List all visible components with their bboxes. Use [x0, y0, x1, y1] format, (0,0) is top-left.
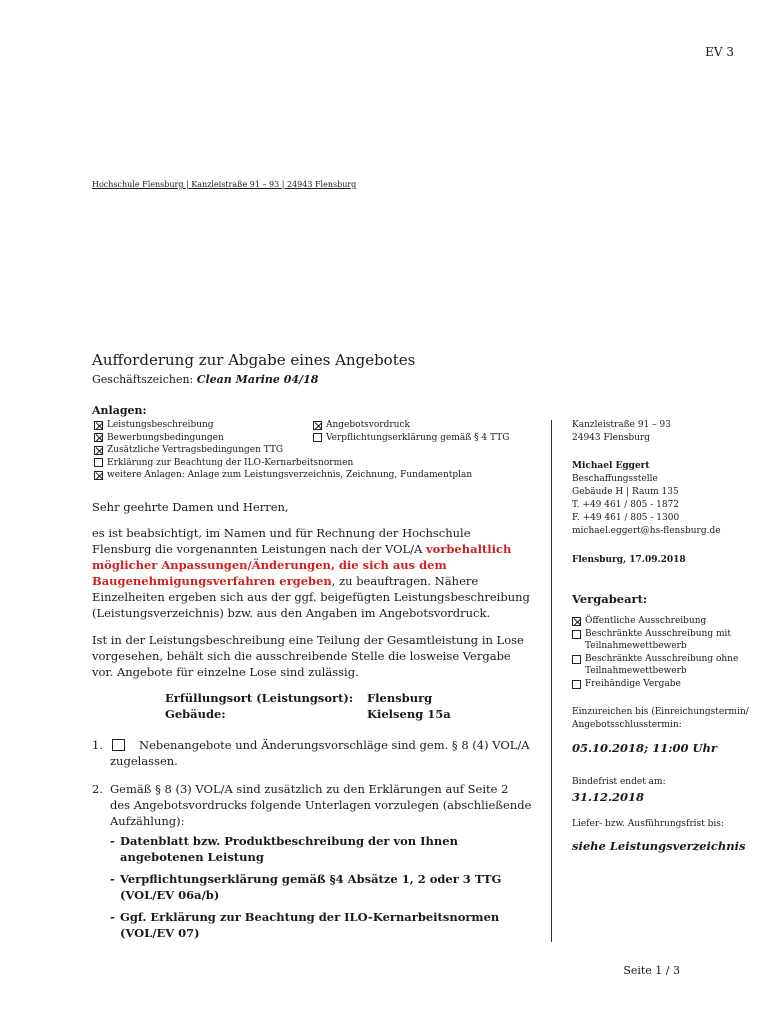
- attachments-heading: Anlagen:: [92, 404, 147, 417]
- document-date: Flensburg, 17.09.2018: [572, 555, 686, 565]
- checkbox-unchecked[interactable]: [313, 433, 322, 442]
- checkbox-checked[interactable]: [572, 617, 581, 626]
- attachment-item: [313, 419, 509, 432]
- required-document-item: - Verpflichtungserklärung gemäß §4 Absätze 1, 2 oder 3 TTG (VOL/EV 06a/b): [110, 871, 532, 903]
- attachment-label: weitere Anlagen: Anlage zum Leistungsverzeichnis, Zeichnung, Fundamentplan: [107, 470, 473, 481]
- award-type-option: [572, 653, 757, 678]
- attachments-right-column: [313, 419, 509, 444]
- checkbox-checked[interactable]: [94, 433, 103, 442]
- address-line: 24943 Flensburg: [572, 433, 650, 443]
- attachment-label: Angebotsvordruck: [326, 420, 410, 431]
- subject-label: Geschäftszeichen:: [92, 373, 197, 386]
- side-offers-checkbox[interactable]: [112, 739, 125, 751]
- sender-line: Hochschule Flensburg | Kanzleistraße 91 – 93 | 24943 Flensburg: [92, 180, 357, 189]
- checkbox-checked[interactable]: [313, 421, 322, 430]
- contact-name: Michael Eggert: [572, 461, 650, 471]
- checkbox-unchecked[interactable]: [572, 655, 581, 664]
- place-value: Flensburg: [367, 691, 433, 705]
- page-title: Aufforderung zur Abgabe eines Angebotes: [92, 351, 416, 369]
- sidebar-divider: [551, 420, 552, 942]
- list-item-content: [110, 781, 532, 947]
- checkbox-checked[interactable]: [94, 421, 103, 430]
- list-item: [92, 781, 532, 947]
- list-item-text: Gemäß § 8 (3) VOL/A sind zusätzlich zu den Erklärungen auf Seite 2 des Angebotsvordrucks folgende Unterlagen vorzulegen (abschließende Aufzählung):: [110, 782, 532, 828]
- award-type-option: [572, 678, 757, 691]
- award-type-label: Freihändige Vergabe: [585, 678, 681, 689]
- subject-line: [92, 373, 318, 386]
- attachment-item: [94, 432, 224, 445]
- required-document-item: - Ggf. Erklärung zur Beachtung der ILO-Kernarbeitsnormen (VOL/EV 07): [110, 909, 532, 941]
- checkbox-checked[interactable]: [94, 446, 103, 455]
- attachment-item: [94, 469, 472, 482]
- award-type-heading: Vergabeart:: [572, 592, 648, 606]
- document-code: EV 3: [705, 45, 734, 59]
- sidebar-contact: [572, 460, 721, 538]
- required-document-text: Ggf. Erklärung zur Beachtung der ILO-Kernarbeitsnormen (VOL/EV 07): [120, 910, 500, 940]
- award-type-option: [572, 628, 757, 653]
- checkbox-unchecked[interactable]: [572, 630, 581, 639]
- paragraph-intro-start: es ist beabsichtigt, im Namen und für Rechnung der Hochschule Flensburg die vorgenannten Leistungen nach der VOL/A: [92, 526, 471, 556]
- attachment-item: [94, 419, 224, 432]
- delivery-deadline-value: siehe Leistungsverzeichnis: [572, 839, 746, 853]
- paragraph-intro-end: , zu beauftragen. Nähere Einzelheiten ergeben sich aus der ggf. beigefügten Leistungsbeschreibung (Leistungsverzeichnis) bzw. aus den Angaben im Angebotsvordruck.: [92, 574, 530, 620]
- list-number: 2.: [92, 782, 103, 796]
- award-type-label: Beschränkte Ausschreibung mit Teilnahmewettbewerb: [585, 628, 731, 651]
- attachment-item: [313, 432, 509, 445]
- attachments-left-column: [94, 419, 224, 444]
- salutation: Sehr geehrte Damen und Herren,: [92, 500, 289, 514]
- list-item-text: Nebenangebote und Änderungsvorschläge sind gem. § 8 (4) VOL/A zugelassen.: [110, 738, 530, 768]
- attachment-label: Leistungsbeschreibung: [107, 420, 214, 431]
- submission-deadline-label: Einzureichen bis (Einreichungstermin/ Angebotsschlusstermin:: [572, 707, 749, 730]
- contact-phone: T. +49 461 / 805 - 1872: [572, 500, 680, 510]
- attachment-item: [94, 444, 472, 457]
- sidebar-address: [572, 419, 671, 445]
- required-documents-list: [110, 833, 532, 941]
- binding-period-label: Bindefrist endet am:: [572, 777, 666, 787]
- attachment-label: Zusätzliche Vertragsbedingungen TTG: [107, 445, 284, 456]
- attachments-full-width: [94, 444, 472, 482]
- delivery-deadline-label: Liefer- bzw. Ausführungsfrist bis:: [572, 819, 724, 829]
- required-document-text: Verpflichtungserklärung gemäß §4 Absätze 1, 2 oder 3 TTG (VOL/EV 06a/b): [120, 872, 502, 902]
- list-item: [92, 737, 532, 769]
- binding-period-value: 31.12.2018: [572, 790, 645, 804]
- required-document-text: Datenblatt bzw. Produktbeschreibung der von Ihnen angebotenen Leistung: [120, 834, 458, 864]
- contact-email[interactable]: michael.eggert@hs-flensburg.de: [572, 526, 721, 536]
- building-value: Kielseng 15a: [367, 707, 451, 721]
- paragraph-lots: Ist in der Leistungsbeschreibung eine Teilung der Gesamtleistung in Lose vorgesehen, behält sich die ausschreibende Stelle die losweise Vergabe vor. Angebote für einzelne Lose sind zulässig.: [92, 633, 524, 679]
- list-number: 1.: [92, 738, 103, 752]
- place-row: [165, 690, 451, 706]
- checkbox-checked[interactable]: [94, 471, 103, 480]
- contact-room: Gebäude H | Raum 135: [572, 487, 679, 497]
- contact-department: Beschaffungsstelle: [572, 474, 658, 484]
- contact-fax: F. +49 461 / 805 - 1300: [572, 513, 680, 523]
- required-document-item: - Datenblatt bzw. Produktbeschreibung der von Ihnen angebotenen Leistung: [110, 833, 532, 865]
- place-of-performance: [165, 690, 451, 722]
- award-type-label: Öffentliche Ausschreibung: [585, 616, 707, 626]
- attachment-item: [94, 457, 472, 470]
- place-label: Erfüllungsort (Leistungsort):: [165, 691, 354, 705]
- checkbox-unchecked[interactable]: [572, 680, 581, 689]
- award-type-option: [572, 615, 757, 628]
- list-item-content: [110, 737, 532, 769]
- address-line: Kanzleistraße 91 – 93: [572, 420, 671, 430]
- attachment-label: Bewerbungsbedingungen: [107, 432, 224, 443]
- building-label: Gebäude:: [165, 707, 226, 721]
- attachment-label: Erklärung zur Beachtung der ILO-Kernarbeitsnormen: [107, 457, 354, 468]
- building-row: [165, 706, 451, 722]
- award-type-options: [572, 615, 757, 690]
- award-type-label: Beschränkte Ausschreibung ohne Teilnahmewettbewerb: [585, 653, 739, 676]
- attachment-label: Verpflichtungserklärung gemäß § 4 TTG: [326, 432, 510, 443]
- paragraph-intro-highlight: vorbehaltlich möglicher Anpassungen/Änderungen, die sich aus dem Baugenehmigungsverfahren ergeben: [92, 542, 512, 588]
- page-number: Seite 1 / 3: [623, 964, 680, 977]
- submission-deadline-value: 05.10.2018; 11:00 Uhr: [572, 741, 717, 755]
- paragraph-intro: [92, 525, 532, 621]
- numbered-list: [92, 737, 532, 959]
- subject-value: Clean Marine 04/18: [196, 373, 319, 386]
- checkbox-unchecked[interactable]: [94, 458, 103, 467]
